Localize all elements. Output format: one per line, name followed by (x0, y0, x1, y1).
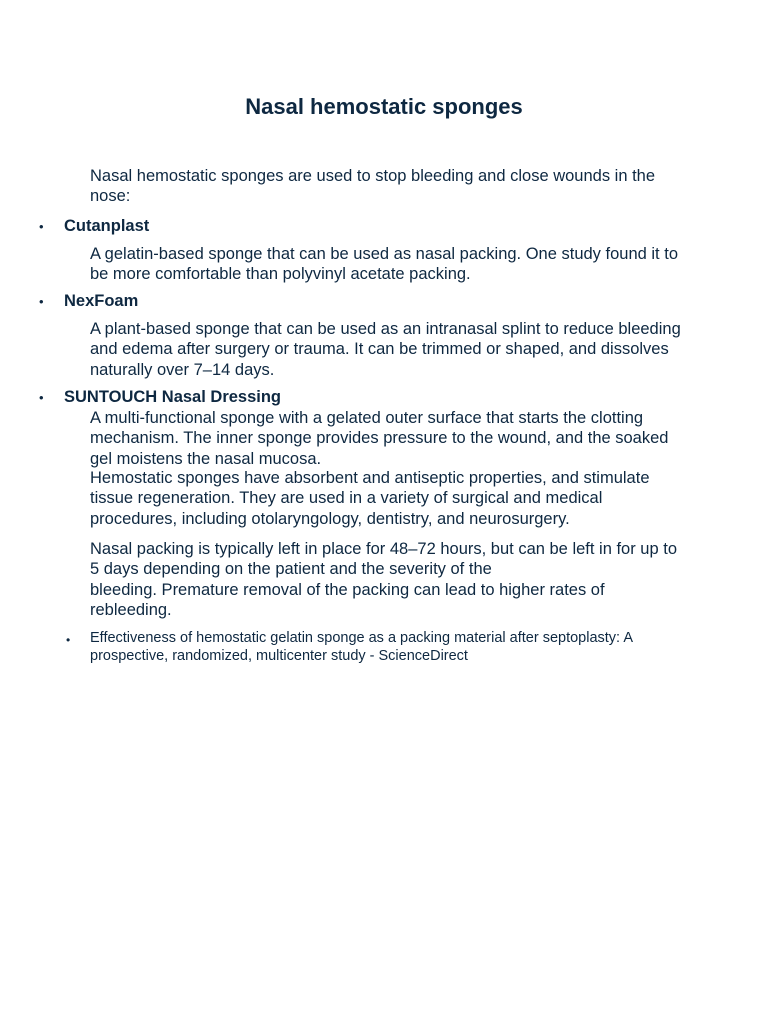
item-name-nexfoam: NexFoam (64, 292, 139, 310)
item-description-suntouch: A multi-functional sponge with a gelated outer surface that starts the clotting mechanism. The inner sponge provides pressure to the wound, and the soaked gel moistens the nasal mucosa. (90, 409, 669, 468)
bullet-icon: • (66, 633, 71, 647)
list-item (0, 387, 768, 407)
item-name-suntouch: SUNTOUCH Nasal Dressing (64, 388, 282, 406)
packing-paragraph (90, 539, 682, 620)
page-title: Nasal hemostatic sponges (245, 94, 523, 119)
item-name-cutanplast: Cutanplast (64, 217, 150, 235)
intro-paragraph: Nasal hemostatic sponges are used to stop bleeding and close wounds in the nose: (90, 167, 656, 206)
bullet-icon: • (39, 390, 44, 405)
packing-paragraph-part-2: bleeding. Premature removal of the packing can lead to higher rates of rebleeding. (90, 580, 605, 619)
list-item (0, 291, 768, 311)
packing-paragraph-part-1: Nasal packing is typically left in place for 48–72 hours, but can be left in for up to 5 days depending on the patient and the severity of the (90, 540, 677, 579)
properties-paragraph: Hemostatic sponges have absorbent and antiseptic properties, and stimulate tissue regeneration. They are used in a variety of surgical and medical procedures, including otolaryngology, dentistry, and neurosurgery. (90, 469, 650, 528)
item-description-nexfoam: A plant-based sponge that can be used as an intranasal splint to reduce bleeding and edema after surgery or trauma. It can be trimmed or shaped, and dissolves naturally over 7–14 days. (90, 320, 681, 379)
reference-link[interactable]: Effectiveness of hemostatic gelatin sponge as a packing material after septoplasty: A prospective, randomized, multicenter study - ScienceDirect (90, 630, 633, 664)
item-description-cutanplast: A gelatin-based sponge that can be used as nasal packing. One study found it to be more comfortable than polyvinyl acetate packing. (90, 245, 678, 284)
bullet-icon: • (39, 219, 44, 234)
list-item (0, 216, 768, 236)
bullet-icon: • (39, 294, 44, 309)
